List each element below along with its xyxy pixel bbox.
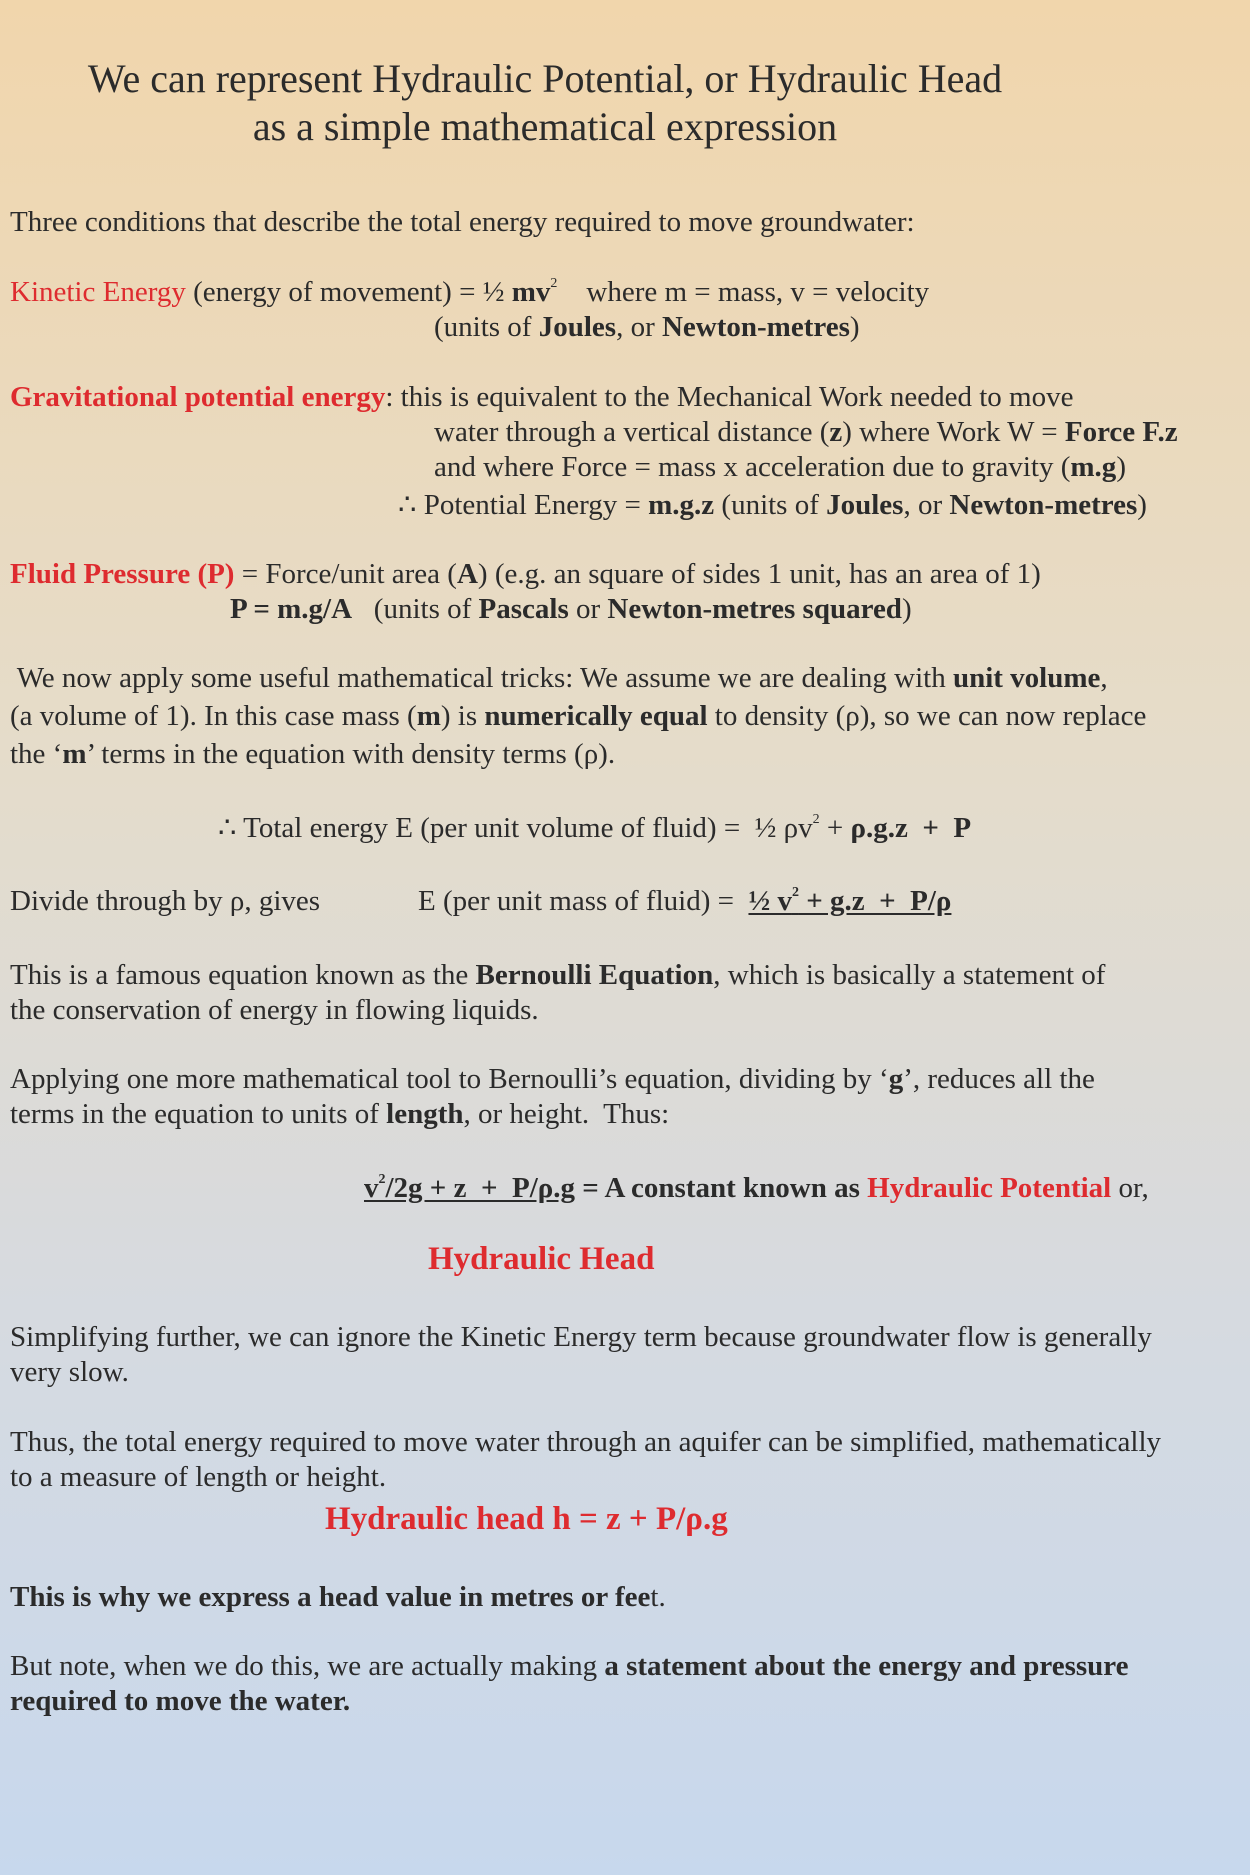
applying-text: Applying one more mathematical tool to Bernoulli’s equation, dividing by ‘ [10, 1063, 889, 1095]
gravity-text: ) [1116, 451, 1126, 483]
divide-label: Divide through by ρ, gives [10, 885, 321, 917]
units-joules: Joules [538, 311, 617, 343]
kinetic-where: where m = mass, v = velocity [557, 276, 930, 308]
bernoulli-line-2: the conservation of energy in flowing liquids. [10, 994, 539, 1026]
applying-g: g [888, 1063, 904, 1095]
equation-underlined [364, 1172, 575, 1204]
thus-line-2: to a measure of length or height. [10, 1461, 387, 1493]
pressure-text: = Force/unit area ( [234, 558, 457, 590]
gravity-text: ) where Work W = [842, 416, 1065, 448]
tricks-line-1 [10, 661, 1108, 696]
tricks-text: We now apply some useful mathematical tricks: We assume we are dealing with [10, 662, 953, 694]
gravity-line-3 [434, 450, 1126, 485]
note-bold-text: required to move the water. [10, 1685, 351, 1717]
kinetic-energy-term: Kinetic Energy [10, 276, 186, 308]
gravity-z: z [829, 416, 843, 448]
gravity-text: ∴ Potential Energy = [398, 489, 649, 521]
note-line-2 [10, 1684, 350, 1719]
hydraulic-head-heading: Hydraulic Head [428, 1241, 655, 1277]
equation-term: + g.z + P/ρ [798, 885, 952, 917]
thus-line-1: Thus, the total energy required to move water through an aquifer can be simplified, mathematically [10, 1426, 1162, 1458]
equation-term: v [364, 1172, 379, 1204]
equation-exponent: 2 [378, 1172, 386, 1187]
tricks-text: , [1100, 662, 1108, 694]
units-text: (units of [434, 311, 539, 343]
kinetic-units-line [434, 310, 860, 345]
equation-text: + [819, 812, 851, 844]
pressure-line-2 [230, 592, 912, 627]
title-line-2: as a simple mathematical expression [252, 104, 838, 149]
tricks-text: ’ terms in the equation with density terms (ρ). [86, 738, 616, 770]
applying-line-2 [10, 1097, 669, 1132]
equation-exponent: 2 [812, 812, 820, 827]
equation-text: or, [1111, 1172, 1149, 1204]
bernoulli-text: , which is basically a statement of [713, 959, 1106, 991]
kinetic-text: (energy of movement) = ½ [185, 276, 512, 308]
simplifying-line-1: Simplifying further, we can ignore the Kinetic Energy term because groundwater flow is generally [10, 1321, 1152, 1353]
applying-length: length [386, 1098, 464, 1130]
total-energy-equation [218, 811, 971, 846]
simplifying-line-2: very slow. [10, 1356, 129, 1388]
applying-text: ’, reduces all the [903, 1063, 1095, 1095]
equation-text: ∴ Total energy E (per unit volume of fluid) = ½ ρv [218, 812, 813, 844]
title-line-1: We can represent Hydraulic Potential, or Hydraulic Head [87, 56, 1003, 101]
pressure-text: ) (e.g. an square of sides 1 unit, has an area of 1) [477, 558, 1041, 590]
unit-volume: unit volume [952, 662, 1101, 694]
gravity-text: ) [1137, 489, 1147, 521]
bernoulli-equation-term: Bernoulli Equation [475, 959, 714, 991]
why-text: t. [650, 1581, 666, 1613]
units-newton-metres: Newton-metres [661, 311, 850, 343]
note-line-1 [10, 1649, 1128, 1684]
pressure-area: A [456, 558, 478, 590]
tricks-text: to density (ρ), so we can now replace [707, 700, 1147, 732]
why-line [10, 1580, 666, 1615]
units-text: , or [616, 311, 662, 343]
tricks-text: the ‘ [10, 738, 63, 770]
gravity-text: (units of [714, 489, 827, 521]
units-newton-metres: Newton-metres [949, 489, 1138, 521]
unit-mass-equation [418, 884, 951, 919]
units-text: ) [849, 311, 860, 343]
hydraulic-potential-term: Hydraulic Potential [867, 1172, 1112, 1204]
kinetic-energy-line [10, 275, 929, 310]
mass-m: m [416, 700, 441, 732]
units-joules: Joules [826, 489, 904, 521]
tricks-line-2 [10, 699, 1146, 734]
gravity-force: Force F.z [1064, 416, 1178, 448]
equation-exponent: 2 [791, 885, 799, 900]
units-pascals: Pascals [478, 593, 569, 625]
why-bold-text: This is why we express a head value in metres or fee [10, 1581, 651, 1613]
note-bold-text: a statement about the energy and pressure [604, 1650, 1129, 1682]
equation-underlined [748, 885, 951, 917]
equation-term: ½ v [748, 885, 792, 917]
gravitational-energy-term: Gravitational potential energy [10, 381, 386, 413]
applying-line-1 [10, 1062, 1095, 1097]
tricks-line-3 [10, 737, 615, 772]
gravity-line-4 [398, 488, 1147, 523]
gravity-line-1 [10, 380, 1073, 415]
bernoulli-text: This is a famous equation known as the [10, 959, 476, 991]
pressure-text: or [568, 593, 608, 625]
note-text: But note, when we do this, we are actually making [10, 1650, 605, 1682]
mass-m: m [62, 738, 87, 770]
gravity-text: : this is equivalent to the Mechanical Work needed to move [385, 381, 1074, 413]
equation-text: E (per unit mass of fluid) = [418, 885, 749, 917]
gravity-line-2 [434, 415, 1178, 450]
applying-text: terms in the equation to units of [10, 1098, 387, 1130]
gravity-text: and where Force = mass x acceleration due to gravity ( [434, 451, 1071, 483]
gravity-mg: m.g [1070, 451, 1117, 483]
units-newton-metres-squared: Newton-metres squared [607, 593, 902, 625]
tricks-text: (a volume of 1). In this case mass ( [10, 700, 417, 732]
applying-text: , or height. Thus: [463, 1098, 670, 1130]
hydraulic-head-formula: Hydraulic head h = z + P/ρ.g [325, 1501, 728, 1537]
equation-text: = A constant known as [575, 1172, 868, 1204]
tricks-text: ) is [440, 700, 485, 732]
pressure-line-1 [10, 557, 1041, 592]
gravity-text: water through a vertical distance ( [434, 416, 830, 448]
pressure-text: ) [901, 593, 912, 625]
pressure-formula: P = m.g/A [230, 593, 353, 625]
gravity-text: , or [903, 489, 950, 521]
equation-term: /2g + z + P/ρ.g [385, 1172, 576, 1204]
bernoulli-line-1 [10, 958, 1105, 993]
pressure-text: (units of [352, 593, 479, 625]
gravity-mgz: m.g.z [648, 489, 715, 521]
numerically-equal: numerically equal [484, 700, 708, 732]
page-title [0, 55, 1170, 151]
intro-text: Three conditions that describe the total energy required to move groundwater: [10, 206, 915, 238]
hydraulic-potential-equation [364, 1171, 1149, 1206]
equation-bold-terms: ρ.g.z + P [850, 812, 972, 844]
kinetic-exponent: 2 [550, 276, 558, 291]
fluid-pressure-term: Fluid Pressure (P) [10, 558, 235, 590]
kinetic-formula: mv [511, 276, 551, 308]
